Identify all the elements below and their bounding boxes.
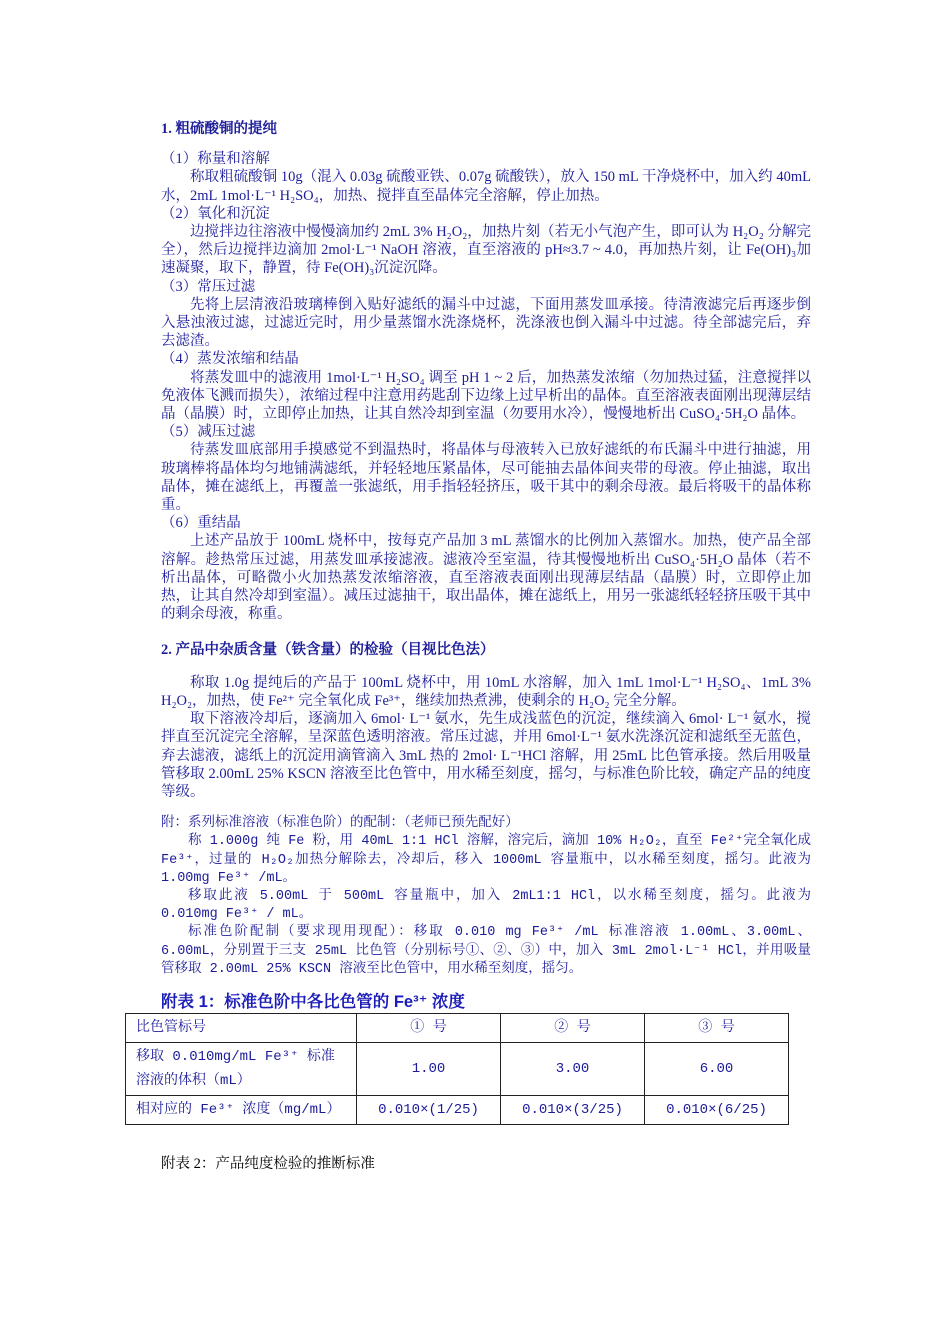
table-1: [125, 1013, 789, 1125]
step-1: [161, 150, 811, 205]
table-cell: 0.010×(6/25): [645, 1096, 789, 1125]
appendix-paragraph-1: 称 1.000g 纯 Fe 粉，用 40mL 1:1 HCl 溶解，溶完后，滴加 10% H₂O₂，直至 Fe²⁺完全氧化成 Fe³⁺，过量的 H₂O₂加热分解除去，冷却后，移入 1000mL 容量瓶中，以水稀至刻度，摇匀。此液为 1.00mg Fe³⁺ /mL。: [161, 834, 811, 886]
section-2-title: 2. 产品中杂质含量（铁含量）的检验（目视比色法）: [161, 642, 495, 659]
table-1-title: 附表 1：标准色阶中各比色管的 Fe³⁺ 浓度: [161, 992, 465, 1011]
table-cell: ③ 号: [645, 1014, 789, 1043]
step-5: [161, 423, 811, 514]
step-label: （2）氧化和沉淀: [161, 205, 270, 222]
step-4: [161, 350, 811, 423]
step-6: [161, 514, 811, 623]
table-2-title: 附表 2：产品纯度检验的推断标准: [161, 1156, 375, 1173]
section-2-paragraph-1: 称取 1.0g 提纯后的产品于 100mL 烧杯中，用 10mL 水溶解，加入 1mL 1mol·L⁻¹ H₂SO₄、1mL 3% H₂O₂，加热，使 Fe²⁺ 完全氧化成 Fe³⁺，继续加热煮沸，使剩余的 H₂O₂ 完全分解。: [161, 674, 811, 709]
table-cell: 6.00: [645, 1043, 789, 1096]
step-text: 将蒸发皿中的滤液用 1mol·L⁻¹ H₂SO₄ 调至 pH 1 ~ 2 后，加热蒸发浓缩（勿加热过猛，注意搅拌以免液体飞溅而损失），浓缩过程中注意用药匙刮下边缘上过早析出的晶体。直至溶液表面刚出现薄层结晶（晶膜）时，立即停止加热，让其自然冷却到室温（勿要用水冷），慢慢地析出 CuSO₄·5H₂O 晶体。: [161, 369, 811, 423]
step-label: （5）减压过滤: [161, 424, 256, 441]
appendix-heading: 附：系列标准溶液（标准色阶）的配制：（老师已预先配好）: [161, 816, 519, 832]
step-text: 称取粗硫酸铜 10g（混入 0.03g 硫酸亚铁、0.07g 硫酸铁），放入 150 mL 干净烧杯中，加入约 40mL 水，2mL 1mol·L⁻¹ H₂SO₄，加热、搅拌直至晶体完全溶解，停止加热。: [161, 169, 811, 204]
step-label: （1）称量和溶解: [161, 151, 270, 168]
document-page: [136, 120, 811, 1173]
table-row: [126, 1096, 789, 1125]
table-cell: 比色管标号: [126, 1014, 357, 1043]
table-cell: 1.00: [357, 1043, 501, 1096]
table-cell: 0.010×(1/25): [357, 1096, 501, 1125]
section-1-title: 1. 粗硫酸铜的提纯: [161, 121, 277, 137]
table-header-row: [126, 1014, 789, 1043]
table-cell: ① 号: [357, 1014, 501, 1043]
step-label: （6）重结晶: [161, 515, 241, 532]
table-cell: ② 号: [501, 1014, 645, 1043]
appendix-paragraph-2: 移取此液 5.00mL 于 500mL 容量瓶中，加入 2mL1:1 HCl，以水稀至刻度，摇匀。此液为 0.010mg Fe³⁺ / mL。: [161, 888, 811, 923]
table-cell: 0.010×(3/25): [501, 1096, 645, 1125]
step-text: 边搅拌边往溶液中慢慢滴加约 2mL 3% H₂O₂，加热片刻（若无小气泡产生，即可认为 H₂O₂ 分解完全），然后边搅拌边滴加 2mol·L⁻¹ NaOH 溶液，直至溶液的 pH≈3.7 ~ 4.0，再加热片刻，让 Fe(OH)₃加速凝聚，取下，静置，待 Fe(OH)₃沉淀沉降。: [161, 224, 811, 277]
table-row: [126, 1043, 789, 1096]
step-label: （4）蒸发浓缩和结晶: [161, 351, 299, 368]
table-cell: 移取 0.010mg/mL Fe³⁺ 标准溶液的体积（mL）: [126, 1043, 357, 1096]
section-2-paragraph-2: 取下溶液冷却后，逐滴加入 6mol· L⁻¹ 氨水，先生成浅蓝色的沉淀，继续滴入 6mol· L⁻¹ 氨水，搅拌直至沉淀完全溶解，呈深蓝色透明溶液。常压过滤，并用 6mol·L⁻¹ 氨水洗涤沉淀和滤纸至无蓝色，弃去滤液，滤纸上的沉淀用滴管滴入 3mL 热的 2mol· L⁻¹HCl 溶解，用 25mL 比色管承接。然后用吸量管移取 2.00mL 25% KSCN 溶液至比色管中，用水稀至刻度，摇匀，与标准色阶比较，确定产品的纯度等级。: [161, 711, 811, 800]
appendix-paragraph-3: 标准色阶配制（要求现用现配）：移取 0.010 mg Fe³⁺ /mL 标准溶液 1.00mL、3.00mL、6.00mL，分别置于三支 25mL 比色管（分别标号①、②、③）中，加入 3mL 2mol·L⁻¹ HCl，并用吸量管移取 2.00mL 25% KSCN 溶液至比色管中，用水稀至刻度，摇匀。: [161, 925, 811, 977]
step-text: 先将上层清液沿玻璃棒倒入贴好滤纸的漏斗中过滤，下面用蒸发皿承接。待清液滤完后再逐步倒入悬浊液过滤，过滤近完时，用少量蒸馏水洗涤烧杯，洗涤液也倒入漏斗中过滤。待全部滤完后，弃去滤渣。: [161, 296, 811, 350]
step-2: [161, 205, 811, 278]
step-text: 上述产品放于 100mL 烧杯中，按每克产品加 3 mL 蒸馏水的比例加入蒸馏水。加热，使产品全部溶解。趁热常压过滤，用蒸发皿承接滤液。滤液冷至室温，待其慢慢地析出 CuSO₄·5H₂O 晶体（若不析出晶体，可略微小火加热蒸发浓缩溶液，直至溶液表面刚出现薄层结晶（晶膜）时，立即停止加热，让其自然冷却到室温）。减压过滤抽干，取出晶体，摊在滤纸上，用另一张滤纸轻轻挤压吸干其中的剩余母液，称重。: [161, 533, 811, 623]
table-cell: 相对应的 Fe³⁺ 浓度（mg/mL）: [126, 1096, 357, 1125]
step-label: （3）常压过滤: [161, 278, 256, 295]
table-cell: 3.00: [501, 1043, 645, 1096]
step-text: 待蒸发皿底部用手摸感觉不到温热时，将晶体与母液转入已放好滤纸的布氏漏斗中进行抽滤，用玻璃棒将晶体均匀地铺满滤纸，并轻轻地压紧晶体，尽可能抽去晶体间夹带的母液。停止抽滤，取出晶体，摊在滤纸上，再覆盖一张滤纸，用手指轻轻挤压，吸干其中的剩余母液。最后将吸干的晶体称重。: [161, 442, 811, 514]
step-3: [161, 278, 811, 351]
